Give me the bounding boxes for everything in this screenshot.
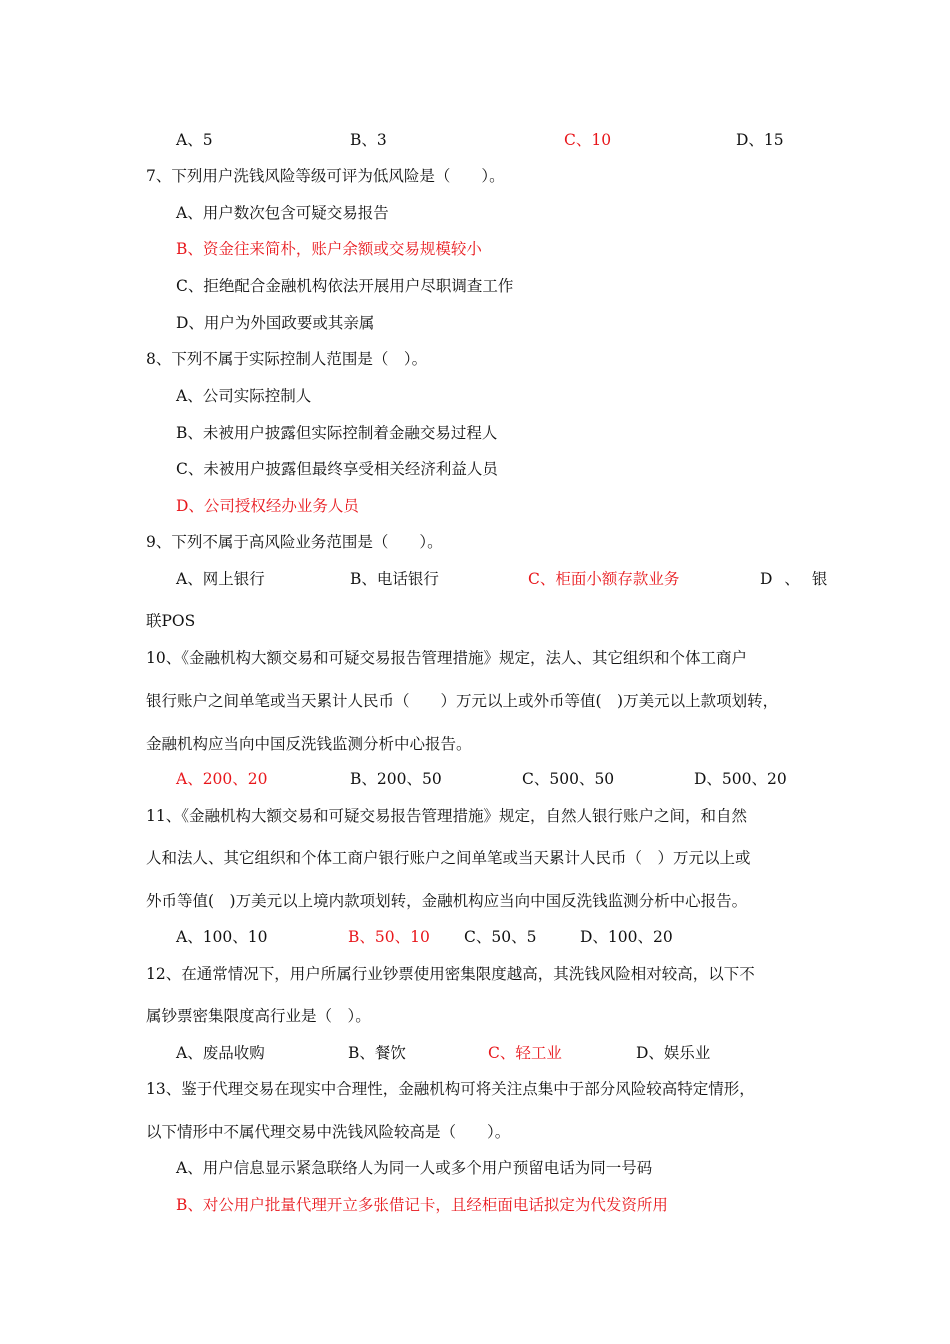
q9-option-a: A、网上银行 [176, 570, 265, 588]
q9-option-b: B、电话银行 [350, 570, 439, 588]
q6-option-b: B、3 [350, 131, 387, 149]
q7-option-c: C、拒绝配合金融机构依法开展用户尽职调查工作 [176, 277, 514, 295]
q12-stem-line1: 12、在通常情况下，用户所属行业钞票使用密集限度越高，其洗钱风险相对较高，以下不 [146, 965, 755, 983]
q8-option-b: B、未被用户披露但实际控制着金融交易过程人 [176, 424, 498, 442]
q8-option-c: C、未被用户披露但最终享受相关经济利益人员 [176, 460, 498, 478]
q10-option-a-answer: A、200、20 [176, 770, 268, 788]
q11-option-b-answer: B、50、10 [348, 928, 430, 946]
q9-option-d: D、银 [760, 570, 840, 588]
q9-stem: 9、下列不属于高风险业务范围是（ ）。 [146, 533, 443, 551]
q6-option-a: A、5 [176, 131, 213, 149]
q13-stem-line1: 13、鉴于代理交易在现实中合理性，金融机构可将关注点集中于部分风险较高特定情形， [146, 1080, 755, 1098]
q13-option-a: A、用户信息显示紧急联络人为同一人或多个用户预留电话为同一号码 [176, 1159, 653, 1177]
q12-option-b: B、餐饮 [348, 1044, 406, 1062]
q11-stem-line3: 外币等值( )万美元以上境内款项划转，金融机构应当向中国反洗钱监测分析中心报告。 [146, 892, 748, 910]
q7-option-b-answer: B、资金往来简朴，账户余额或交易规模较小 [176, 240, 482, 258]
q11-option-c: C、50、5 [464, 928, 537, 946]
q12-stem-line2: 属钞票密集限度高行业是（ ）。 [146, 1007, 371, 1025]
q10-option-d: D、500、20 [694, 770, 787, 788]
q11-stem-line2: 人和法人、其它组织和个体工商户银行账户之间单笔或当天累计人民币（ ）万元以上或 [146, 849, 751, 867]
q10-stem-line2: 银行账户之间单笔或当天累计人民币（ ）万元以上或外币等值( )万美元以上款项划转， [146, 692, 779, 710]
q10-stem-line1: 10、《金融机构大额交易和可疑交易报告管理措施》规定，法人、其它组织和个体工商户 [146, 649, 747, 667]
q11-option-a: A、100、10 [176, 928, 268, 946]
q8-option-d-answer: D、公司授权经办业务人员 [176, 497, 359, 515]
q6-option-c-answer: C、10 [564, 131, 612, 149]
q12-option-d: D、娱乐业 [636, 1044, 711, 1062]
q10-option-c: C、500、50 [522, 770, 615, 788]
q13-stem-line2: 以下情形中不属代理交易中洗钱风险较高是（ ）。 [146, 1123, 511, 1141]
q7-option-a: A、用户数次包含可疑交易报告 [176, 204, 389, 222]
q6-option-d: D、15 [736, 131, 784, 149]
q12-option-a: A、废品收购 [176, 1044, 265, 1062]
q8-stem: 8、下列不属于实际控制人范围是（ ）。 [146, 350, 428, 368]
q7-option-d: D、用户为外国政要或其亲属 [176, 314, 375, 332]
q8-option-a: A、公司实际控制人 [176, 387, 312, 405]
q11-stem-line1: 11、《金融机构大额交易和可疑交易报告管理措施》规定，自然人银行账户之间，和自然 [146, 807, 747, 825]
q7-stem: 7、下列用户洗钱风险等级可评为低风险是（ ）。 [146, 167, 505, 185]
q13-option-b-answer: B、对公用户批量代理开立多张借记卡，且经柜面电话拟定为代发资所用 [176, 1196, 668, 1214]
q9-option-c-answer: C、柜面小额存款业务 [528, 570, 680, 588]
q12-option-c-answer: C、轻工业 [488, 1044, 562, 1062]
q9-option-d-continued: 联POS [146, 612, 196, 630]
q11-option-d: D、100、20 [580, 928, 673, 946]
q10-option-b: B、200、50 [350, 770, 442, 788]
q10-stem-line3: 金融机构应当向中国反洗钱监测分析中心报告。 [146, 735, 472, 753]
